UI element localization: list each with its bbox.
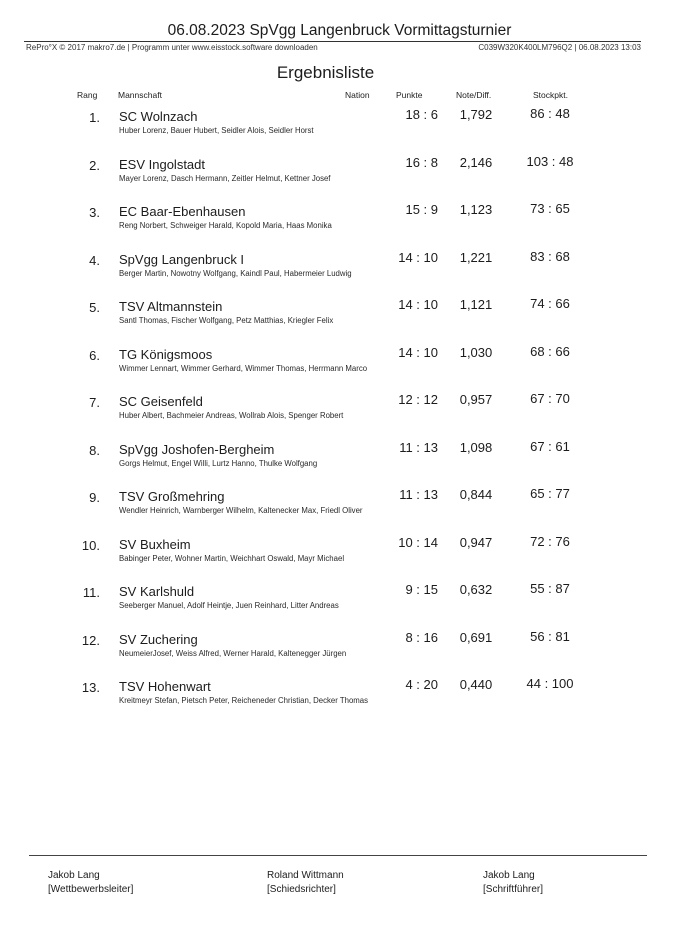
signature-name: Jakob Lang (48, 870, 100, 881)
table-row (0, 583, 679, 623)
stock-points: 65 : 77 (530, 486, 570, 501)
team-name: SV Buxheim (119, 536, 191, 552)
rank: 1. (89, 110, 100, 125)
table-row (0, 298, 679, 338)
signature-role: [Wettbewerbsleiter] (48, 884, 134, 895)
points: 12 : 12 (398, 392, 438, 407)
player-names: NeumeierJosef, Weiss Alfred, Werner Harald, Kaltenegger Jürgen (119, 648, 347, 658)
team-name: TSV Altmannstein (119, 299, 223, 314)
note-diff: 0,440 (459, 677, 493, 692)
signature-name: Jakob Lang (483, 870, 535, 881)
stock-points: 44 : 100 (526, 676, 574, 691)
stock-points: 74 : 66 (530, 296, 570, 311)
team-name: SC Wolnzach (119, 109, 198, 124)
player-names: Berger Martin, Nowotny Wolfgang, Kaindl Paul, Habermeier Ludwig (119, 268, 352, 278)
team-name: TSV Hohenwart (119, 679, 211, 694)
player-names: Kreitmeyr Stefan, Pietsch Peter, Reicheneder Christian, Decker Thomas (119, 696, 369, 705)
note-diff: 0,957 (459, 392, 493, 407)
column-header-stockpunkte: Stockpkt. (533, 90, 568, 100)
note-diff: 0,691 (459, 629, 493, 645)
signature-wettbewerbsleiter (48, 869, 133, 897)
rank: 12. (81, 632, 100, 648)
stock-points: 83 : 68 (530, 248, 570, 264)
note-diff: 0,844 (459, 487, 493, 502)
player-names: Seeberger Manuel, Adolf Heintje, Juen Reinhard, Litter Andreas (119, 601, 339, 610)
points: 8 : 16 (405, 629, 438, 645)
note-diff: 0,947 (459, 534, 493, 550)
player-names: Mayer Lorenz, Dasch Hermann, Zeitler Helmut, Kettner Josef (119, 173, 331, 183)
signature-role: [Schriftführer] (483, 884, 544, 895)
result-list-heading: Ergebnisliste (276, 63, 375, 82)
points: 16 : 8 (405, 154, 438, 170)
stock-points: 56 : 81 (530, 628, 570, 644)
team-name: TG Königsmoos (119, 346, 213, 362)
points: 11 : 13 (399, 439, 438, 455)
stock-points: 103 : 48 (526, 153, 574, 169)
player-names: Gorgs Helmut, Engel Willi, Lurtz Hanno, Thulke Wolfgang (119, 458, 318, 468)
note-diff: 1,098 (459, 439, 493, 455)
column-header-rang: Rang (77, 90, 98, 100)
table-row (0, 488, 679, 528)
points: 11 : 13 (399, 487, 438, 502)
rank: 3. (89, 205, 100, 220)
table-row (0, 533, 679, 576)
signature-name: Roland Wittmann (267, 870, 344, 881)
points: 14 : 10 (398, 344, 438, 360)
team-name: SC Geisenfeld (119, 394, 203, 409)
note-diff: 1,123 (459, 202, 493, 217)
table-row (0, 628, 679, 671)
rank: 7. (89, 395, 100, 410)
points: 18 : 6 (405, 107, 438, 122)
signature-schriftfuehrer (483, 869, 543, 897)
rank: 6. (89, 347, 100, 363)
rank: 11. (82, 585, 100, 600)
player-names: Santl Thomas, Fischer Wolfgang, Petz Matthias, Kriegler Felix (119, 316, 334, 325)
rank: 4. (89, 252, 100, 268)
rank: 13. (81, 680, 100, 695)
table-row (0, 108, 679, 148)
points: 14 : 10 (398, 297, 438, 312)
team-name: TSV Großmehring (119, 489, 225, 504)
signature-schiedsrichter (267, 869, 344, 897)
rank: 9. (89, 490, 100, 505)
player-names: Huber Albert, Bachmeier Andreas, Wollrab Alois, Spenger Robert (119, 411, 344, 420)
note-diff: 1,792 (459, 107, 493, 122)
player-names: Reng Norbert, Schweiger Harald, Kopold Maria, Haas Monika (119, 221, 332, 230)
stock-points: 73 : 65 (530, 201, 570, 216)
column-header-mannschaft: Mannschaft (118, 90, 162, 100)
document-title: 06.08.2023 SpVgg Langenbruck Vormittagsturnier (167, 22, 512, 39)
document-code-timestamp: C039W320K400LM796Q2 | 06.08.2023 13:03 (478, 43, 641, 52)
table-row (0, 153, 679, 196)
column-header-nation: Nation (345, 90, 370, 100)
rank: 8. (89, 442, 100, 458)
table-row (0, 248, 679, 291)
stock-points: 86 : 48 (530, 106, 570, 121)
team-name: SpVgg Joshofen-Bergheim (119, 441, 275, 457)
software-credit: RePro°X © 2017 makro7.de | Programm unter www.eisstock.software downloaden (26, 43, 318, 52)
points: 4 : 20 (405, 677, 438, 692)
stock-points: 72 : 76 (530, 533, 570, 549)
team-name: ESV Ingolstadt (119, 156, 205, 172)
points: 14 : 10 (398, 249, 438, 265)
table-row (0, 343, 679, 386)
meta-bar (24, 41, 641, 52)
rank: 5. (89, 300, 100, 315)
stock-points: 55 : 87 (530, 581, 570, 596)
player-names: Wimmer Lennart, Wimmer Gerhard, Wimmer Thomas, Herrmann Marco (119, 363, 368, 373)
team-name: SV Zuchering (119, 631, 198, 647)
table-row (0, 438, 679, 481)
team-name: SpVgg Langenbruck I (119, 251, 245, 267)
note-diff: 0,632 (459, 582, 493, 597)
table-row (0, 393, 679, 433)
team-name: SV Karlshuld (119, 584, 195, 599)
rank: 10. (81, 537, 100, 553)
column-header-note-diff: Note/Diff. (456, 90, 492, 100)
note-diff: 1,030 (459, 344, 493, 360)
table-row (0, 203, 679, 243)
points: 15 : 9 (405, 202, 438, 217)
rank: 2. (89, 157, 100, 173)
player-names: Babinger Peter, Wohner Martin, Weichhart Oswald, Mayr Michael (119, 553, 345, 563)
column-header-punkte: Punkte (396, 90, 423, 100)
signature-role: [Schiedsrichter] (267, 884, 336, 895)
stock-points: 68 : 66 (530, 343, 570, 359)
note-diff: 2,146 (459, 154, 493, 170)
stock-points: 67 : 70 (530, 391, 570, 406)
player-names: Huber Lorenz, Bauer Hubert, Seidler Alois, Seidler Horst (119, 126, 314, 135)
points: 9 : 15 (405, 582, 438, 597)
points: 10 : 14 (398, 534, 438, 550)
stock-points: 67 : 61 (530, 438, 570, 454)
note-diff: 1,221 (459, 249, 493, 265)
note-diff: 1,121 (459, 297, 493, 312)
signature-divider (29, 855, 647, 856)
player-names: Wendler Heinrich, Warnberger Wilhelm, Kaltenecker Max, Friedl Oliver (119, 506, 363, 515)
team-name: EC Baar-Ebenhausen (119, 204, 246, 219)
table-row (0, 678, 679, 718)
